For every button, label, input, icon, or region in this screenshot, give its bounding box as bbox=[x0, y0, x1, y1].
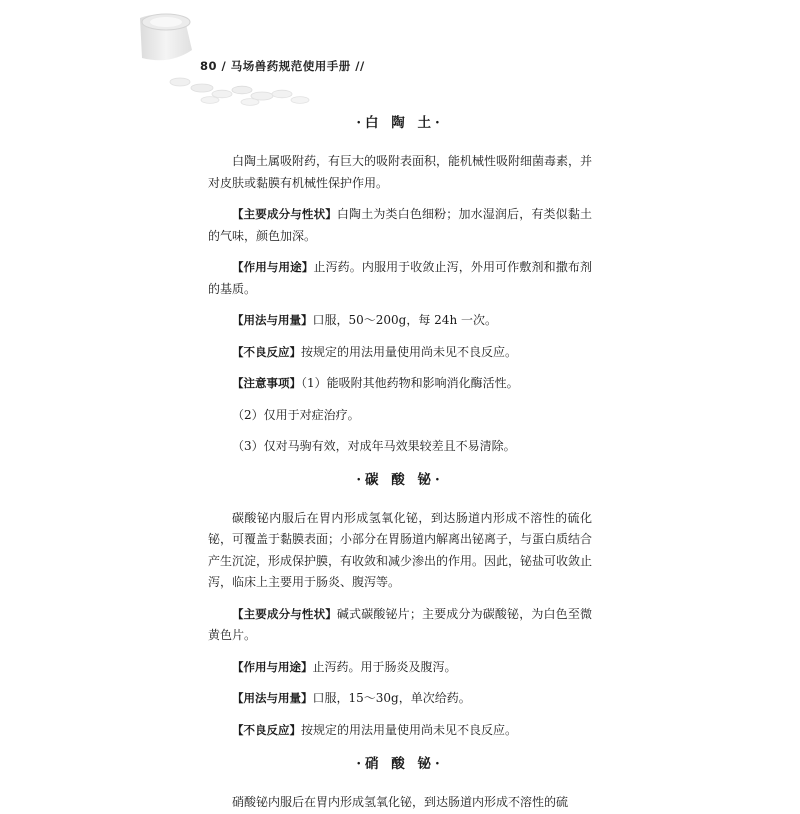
entry-action-use bbox=[208, 657, 592, 679]
entry-text: 按规定的用法用量使用尚未见不良反应。 bbox=[301, 344, 518, 359]
entry-main-ingredients bbox=[208, 604, 592, 647]
entry-label: 【用法与用量】 bbox=[232, 691, 313, 705]
entry-text: 碱式碳酸铋片；主要成分为碳酸铋，为白色至微黄色片。 bbox=[208, 606, 592, 642]
entry-label: 【作用与用途】 bbox=[232, 260, 314, 274]
precaution-note: （3）仅对马驹有效，对成年马效果较差且不易清除。 bbox=[232, 439, 516, 453]
entry-label: 【作用与用途】 bbox=[232, 659, 313, 674]
page-content bbox=[208, 106, 592, 814]
entry-main-ingredients bbox=[208, 204, 592, 247]
entry-adverse-reactions bbox=[208, 720, 592, 742]
entry-text: 止泻药。用于肠炎及腹泻。 bbox=[312, 659, 457, 674]
running-header bbox=[200, 58, 365, 74]
entry-text: （1）能吸附其他药物和影响消化酶活性。 bbox=[301, 376, 519, 390]
section-intro: 硝酸铋内服后在胃内形成氢氧化铋，到达肠道内形成不溶性的硫 bbox=[232, 795, 569, 809]
entry-text: 口服，15～30g，单次给药。 bbox=[312, 691, 471, 705]
book-title: 马场兽药规范使用手册 bbox=[230, 59, 351, 73]
section-intro: 碳酸铋内服后在胃内形成氢氧化铋，到达肠道内形成不溶性的硫化铋，可覆盖于黏膜表面；小部分在胃肠道内解离出铋离子，与蛋白质结合产生沉淀，形成保护膜，有收敛和减少渗出的作用。因此，铋盐可收敛止泻，临床上主要用于肠炎、腹泻等。 bbox=[208, 510, 593, 589]
entry-label: 【注意事项】 bbox=[232, 376, 301, 390]
section-title: ·硝 酸 铋· bbox=[356, 756, 444, 772]
entry-text: 白陶土为类白色细粉；加水湿润后，有类似黏土的气味，颜色加深。 bbox=[208, 207, 592, 243]
entry-label: 【主要成分与性状】 bbox=[232, 606, 337, 621]
precaution-note: （2）仅用于对症治疗。 bbox=[232, 407, 360, 422]
page-number: 80 bbox=[200, 59, 218, 73]
section-title: ·碳 酸 铋· bbox=[356, 471, 444, 488]
entry-dosage bbox=[208, 310, 592, 332]
header-separator: / bbox=[221, 59, 227, 73]
section-intro: 白陶土属吸附药，有巨大的吸附表面积，能机械性吸附细菌毒素，并对皮肤或黏膜有机械性保护作用。 bbox=[208, 154, 593, 190]
entry-action-use bbox=[208, 257, 592, 300]
entry-text: 止泻药。内服用于收敛止泻，外用可作敷剂和撒布剂的基质。 bbox=[208, 260, 592, 296]
section-title: ·白 陶 土· bbox=[356, 115, 444, 131]
entry-label: 【不良反应】 bbox=[232, 722, 301, 737]
entry-text: 口服，50～200g，每 24h 一次。 bbox=[312, 313, 497, 327]
entry-label: 【不良反应】 bbox=[232, 344, 301, 359]
entry-text: 按规定的用法用量使用尚未见不良反应。 bbox=[301, 722, 518, 737]
entry-label: 【主要成分与性状】 bbox=[232, 207, 337, 221]
entry-precautions bbox=[208, 373, 592, 395]
entry-dosage bbox=[208, 688, 592, 710]
entry-adverse-reactions bbox=[208, 342, 592, 364]
header-trailing-mark: // bbox=[355, 59, 365, 73]
entry-label: 【用法与用量】 bbox=[232, 313, 313, 327]
